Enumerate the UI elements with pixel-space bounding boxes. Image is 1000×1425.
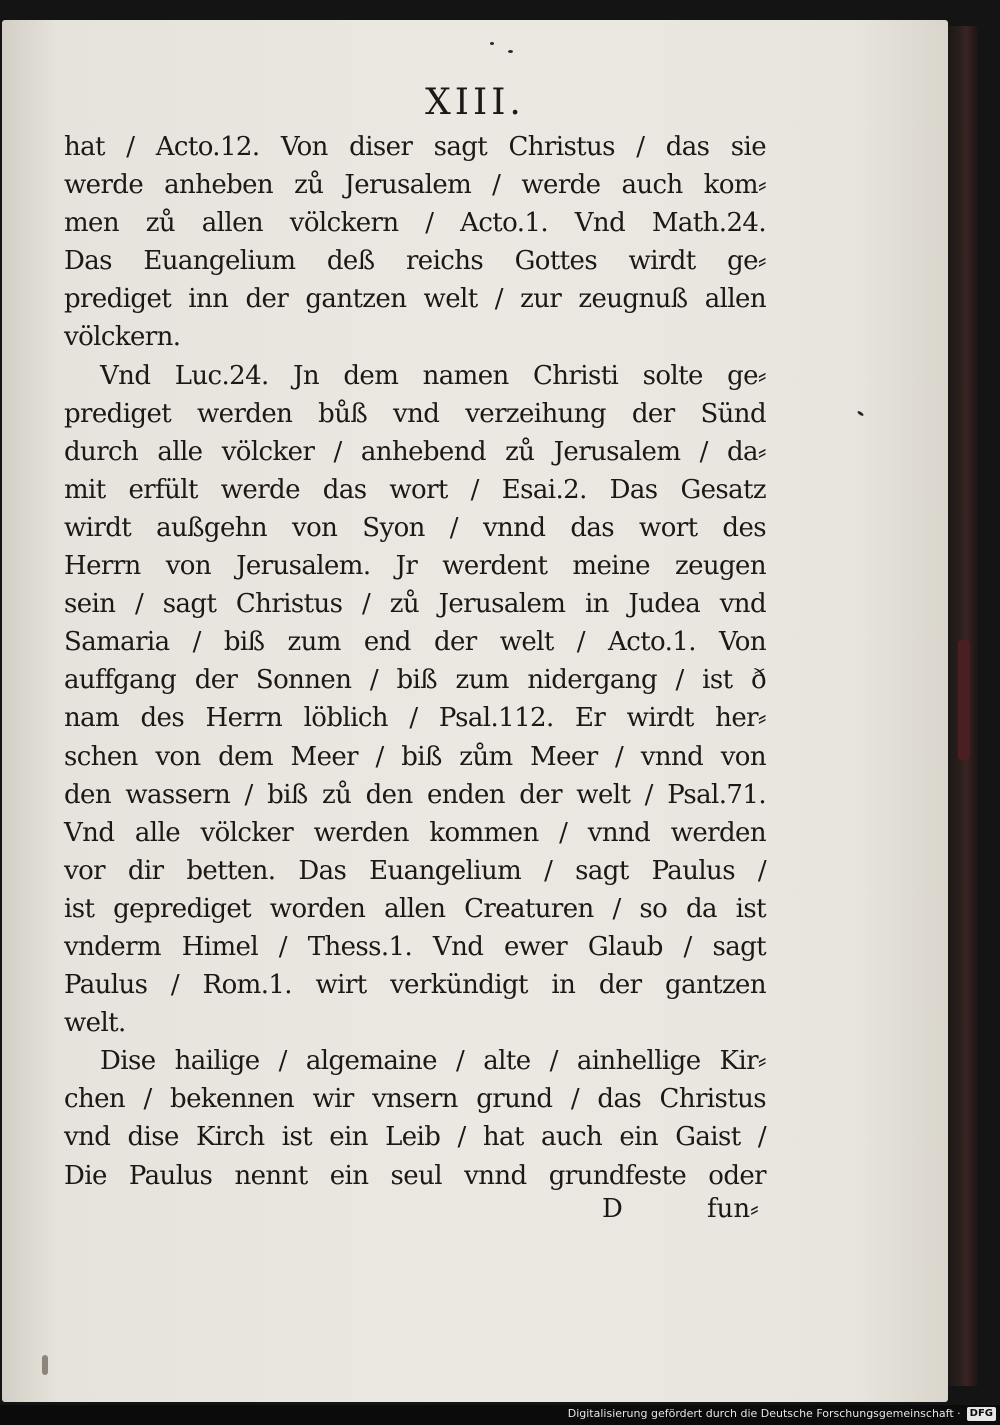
text-line: wirdt außgehn von Syon / vnnd das wort des [64,512,766,543]
digitization-footer [568,1405,996,1423]
book-page [2,20,948,1402]
text-line: werde anheben zů Jerusalem / werde auch kom⸗ [64,170,766,201]
ink-speck [490,42,494,45]
text-line: hat / Acto.12. Von diser sagt Christus / das sie [64,132,766,162]
catchword: fun⸗ [707,1194,759,1224]
text-line: ist geprediget worden allen Creaturen / so da ist [64,893,766,924]
text-line: Samaria / biß zum end der welt / Acto.1. Von [64,627,766,658]
text-line: nam des Herrn löblich / Psal.112. Er wirdt her⸗ [64,703,766,734]
text-line: den wassern / biß zů den enden der welt / Psal.71. [64,779,766,810]
text-line: Vnd alle völcker werden kommen / vnnd werden [64,817,766,848]
dfg-logo-icon: DFG [967,1407,996,1421]
text-line: mit erfült werde das wort / Esai.2. Das Gesatz [64,474,766,505]
text-line: schen von dem Meer / biß zům Meer / vnnd von [64,741,766,772]
page-text-block [64,128,766,1195]
text-line: Paulus / Rom.1. wirt verkündigt in der gantzen [64,970,766,1001]
text-line: auffgang der Sonnen / biß zum nidergang / ist ð [64,665,766,696]
text-line: vnd dise Kirch ist ein Leib / hat auch ein Gaist / [64,1122,766,1153]
ink-speck [508,50,513,53]
text-line: Dise hailige / algemaine / alte / ainhellige Kir⸗ [100,1046,766,1077]
signature-mark: D [602,1194,623,1224]
text-line: prediget werden bůß vnd verzeihung der Sünd [64,398,766,429]
text-line: völckern. [64,322,181,353]
ink-speck [42,1355,48,1375]
footer-credit: Digitalisierung gefördert durch die Deutsche Forschungsgemeinschaft · [567,1407,961,1420]
ink-speck [857,410,864,416]
text-line: Das Euangelium deß reichs Gottes wirdt ge⸗ [64,246,766,277]
text-line: sein / sagt Christus / zů Jerusalem in Judea vnd [64,589,766,620]
text-line: welt. [64,1008,126,1039]
text-line: Herrn von Jerusalem. Jr werdent meine zeugen [64,551,766,582]
text-line: vor dir betten. Das Euangelium / sagt Paulus / [64,855,766,886]
text-line: men zů allen völckern / Acto.1. Vnd Math.24. [64,208,766,239]
text-line: chen / bekennen wir vnsern grund / das Christus [64,1084,766,1115]
page-foot [2,1194,948,1234]
text-line: vnderm Himel / Thess.1. Vnd ewer Glaub / sagt [64,931,766,962]
text-line: Die Paulus nennt ein seul vnnd grundfeste oder [64,1160,766,1191]
text-line: prediget inn der gantzen welt / zur zeugnuß allen [64,284,766,315]
fore-edge-stain [958,640,970,760]
text-line: durch alle völcker / anhebend zů Jerusalem / da⸗ [64,436,766,467]
text-line: Vnd Luc.24. Jn dem namen Christi solte ge⸗ [100,360,766,391]
folio-number: XIII. [425,82,525,123]
